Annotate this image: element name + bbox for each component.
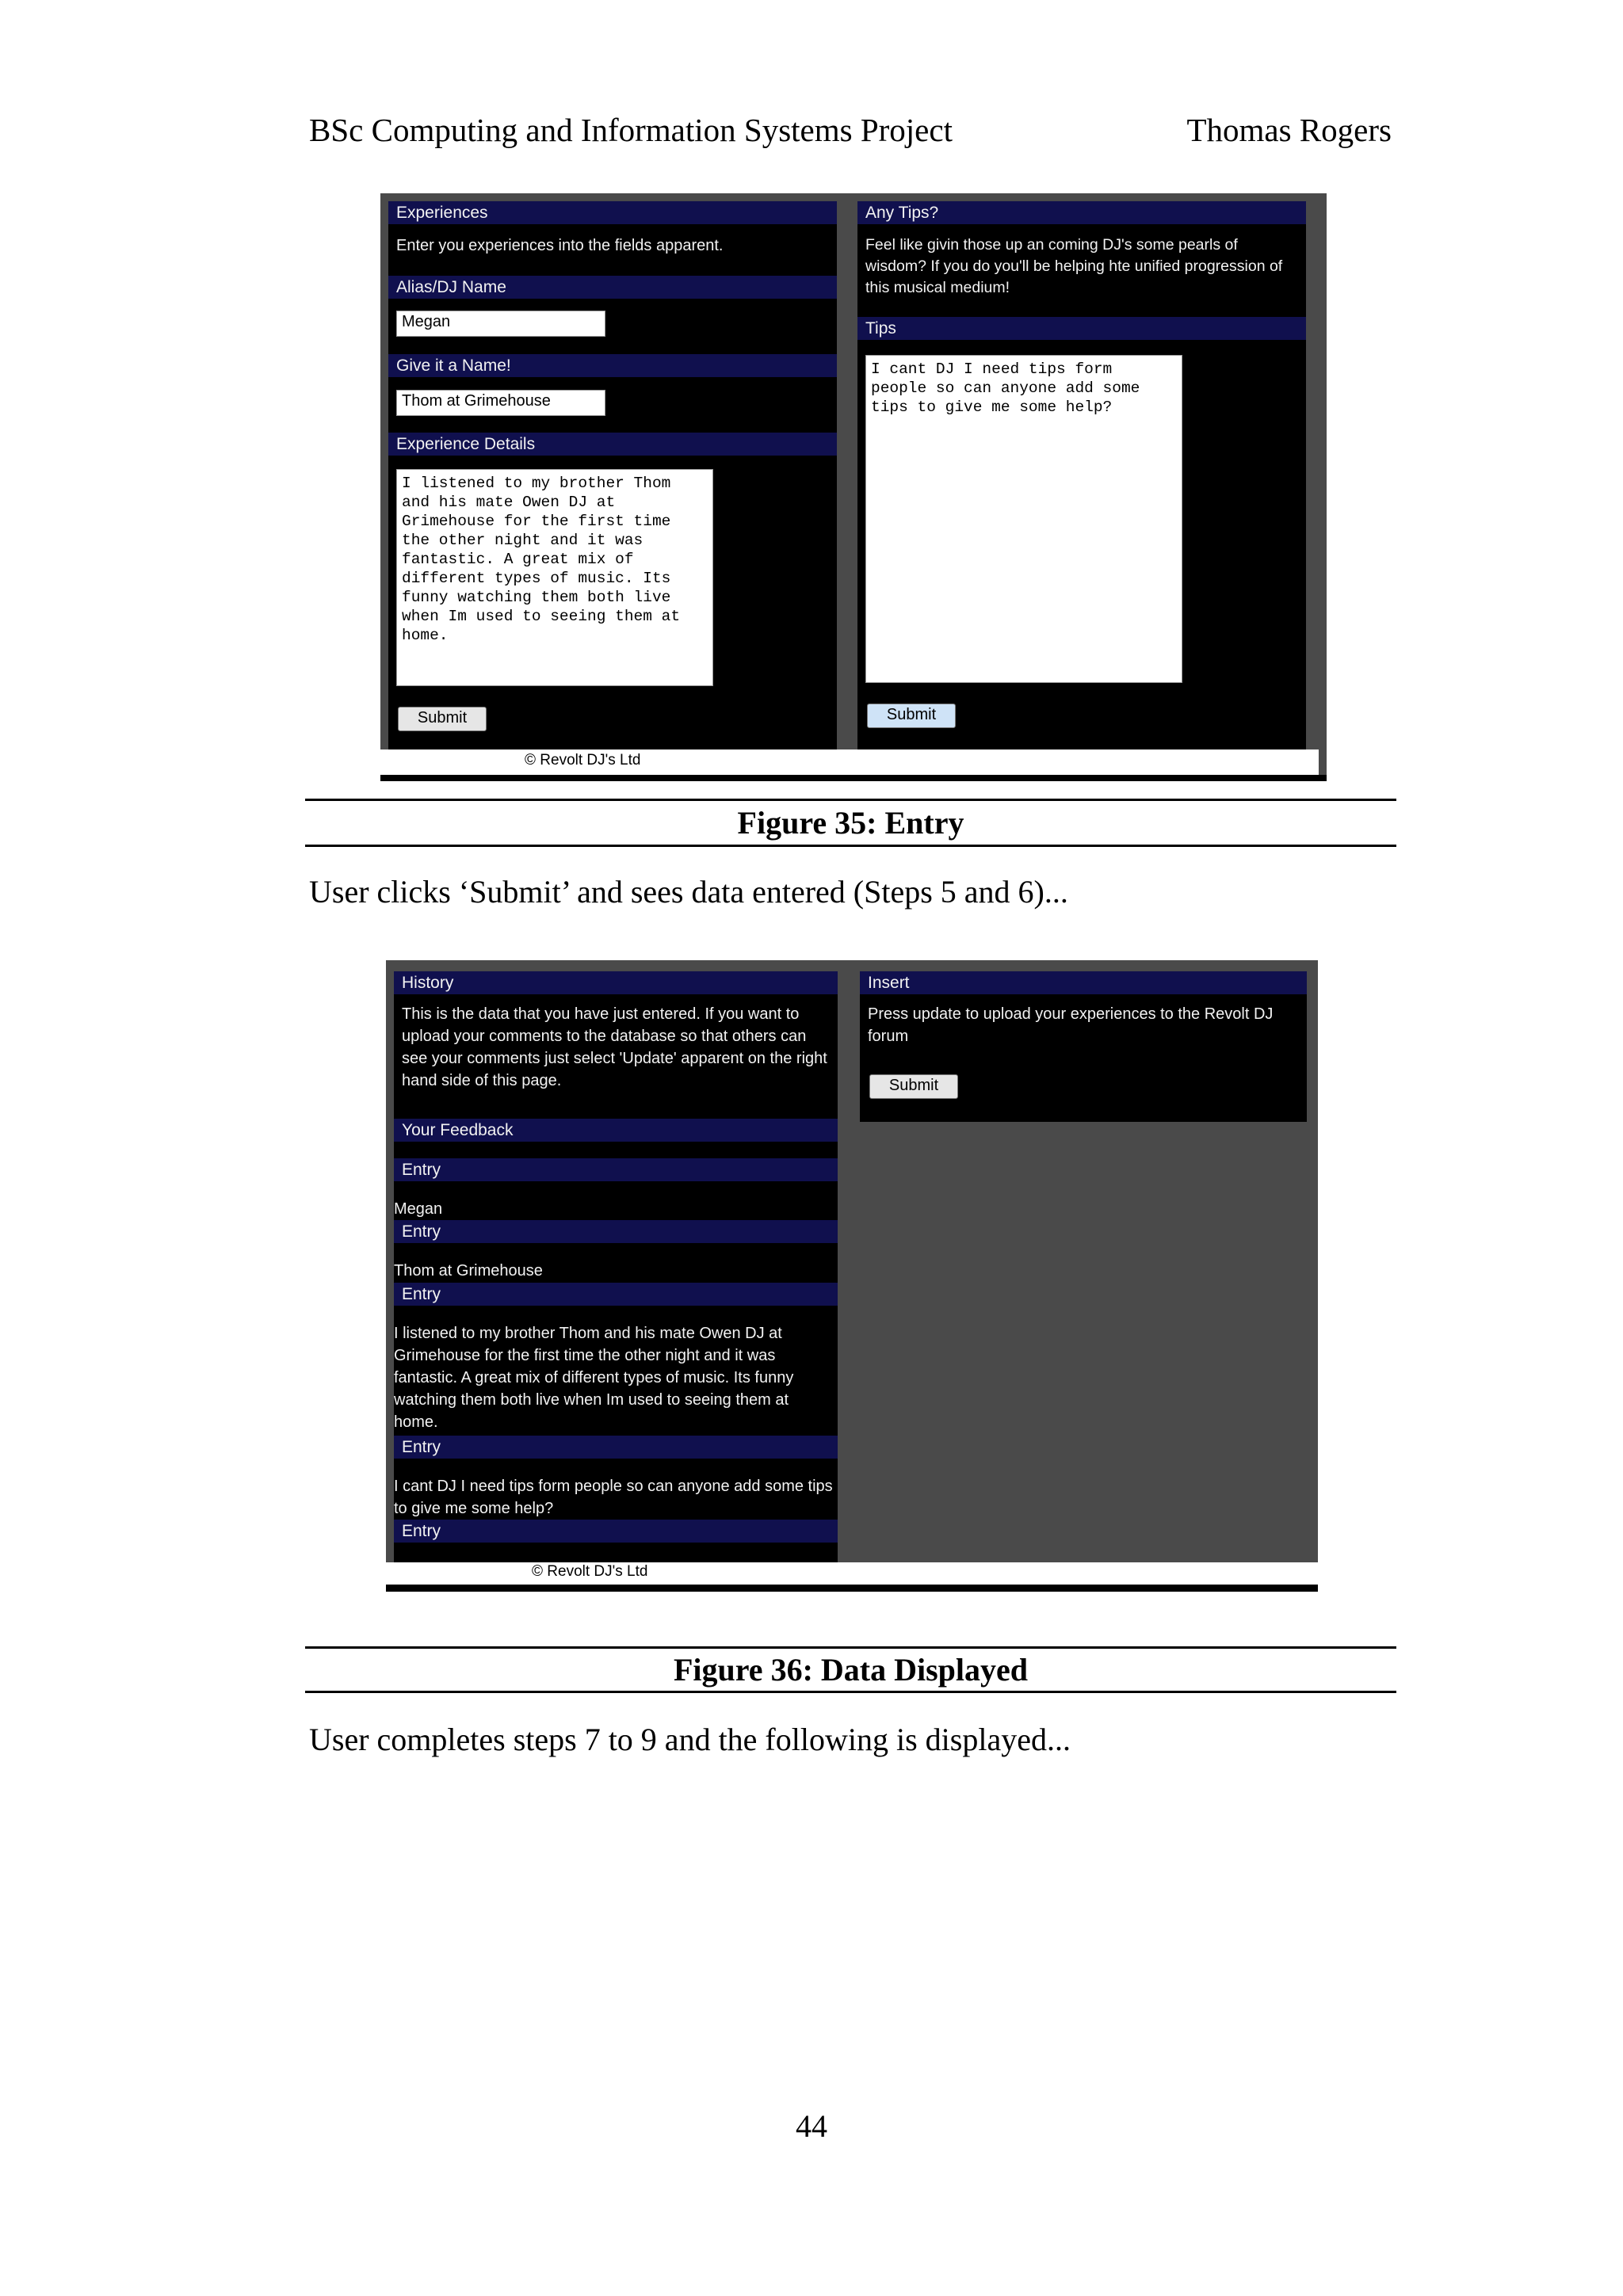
experiences-intro: Enter you experiences into the fields apparent.: [396, 237, 724, 254]
history-title: History: [394, 971, 838, 994]
details-label: Experience Details: [388, 433, 837, 456]
alias-input[interactable]: Megan: [396, 311, 605, 337]
entry-value: Megan: [394, 1200, 443, 1218]
page-header-right: Thomas Rogers: [1186, 112, 1392, 148]
entry-header: Entry: [394, 1520, 838, 1543]
figure-36-rule-bottom: [305, 1691, 1396, 1693]
details-textarea[interactable]: I listened to my brother Thom and his mate Owen DJ at Grimehouse for the first time the other night and it was fantastic. A great mix of different types of music. Its funny watching them both live when Im used to seeing them at home.: [396, 469, 713, 686]
entry-value: Thom at Grimehouse: [394, 1262, 543, 1280]
insert-title: Insert: [860, 971, 1307, 994]
figure-35-rule-top: [305, 799, 1396, 801]
figure-35-screenshot: [380, 193, 1327, 781]
insert-panel: [860, 971, 1307, 1122]
figure-35-bottom-border: [380, 775, 1327, 781]
tips-label: Tips: [857, 317, 1306, 340]
figure-36-caption: Figure 36: Data Displayed: [673, 1652, 1029, 1688]
history-panel: [394, 971, 838, 1562]
experiences-title: Experiences: [388, 201, 837, 224]
history-intro: This is the data that you have just entered. If you want to upload your comments to the database so that others can see your comments just select 'Update' apparent on the right hand side of this page.: [402, 1005, 827, 1089]
entry-header: Entry: [394, 1220, 838, 1243]
figure-36-copyright: © Revolt DJ's Ltd: [532, 1563, 648, 1580]
insert-submit-button[interactable]: Submit: [869, 1074, 958, 1099]
entry-header: Entry: [394, 1158, 838, 1181]
figure-35-copyright: © Revolt DJ's Ltd: [525, 752, 641, 769]
tips-panel: [857, 201, 1306, 749]
figure-35-rule-bottom: [305, 845, 1396, 847]
entry-value: I listened to my brother Thom and his mate Owen DJ at Grimehouse for the first time the other night and it was fantastic. A great mix of different types of music. Its funny watching them both live when Im used to seeing them at home.: [394, 1325, 794, 1431]
entry-header: Entry: [394, 1283, 838, 1306]
tips-textarea[interactable]: I cant DJ I need tips form people so can anyone add some tips to give me some help?: [865, 355, 1182, 683]
entry-header: Entry: [394, 1436, 838, 1459]
figure-36-screenshot: [386, 960, 1318, 1562]
entry-value: I cant DJ I need tips form people so can anyone add some tips to give me some help?: [394, 1478, 833, 1517]
experiences-submit-button[interactable]: Submit: [398, 707, 487, 731]
insert-text: Press update to upload your experiences to the Revolt DJ forum: [868, 1005, 1274, 1045]
feedback-label: Your Feedback: [394, 1119, 838, 1142]
figure-36-rule-top: [305, 1646, 1396, 1649]
alias-label: Alias/DJ Name: [388, 276, 837, 299]
name-input[interactable]: Thom at Grimehouse: [396, 390, 605, 416]
figure-36-bottom-border: [386, 1585, 1318, 1592]
tips-submit-button[interactable]: Submit: [867, 704, 956, 728]
tips-intro: Feel like givin those up an coming DJ's some pearls of wisdom? If you do you'll be helping hte unified progression of this musical medium!: [865, 236, 1283, 296]
tips-title: Any Tips?: [857, 201, 1306, 224]
after-text: User completes steps 7 to 9 and the following is displayed...: [309, 1722, 1071, 1757]
page-number: 44: [796, 2108, 827, 2144]
figure-35-footer: [380, 749, 1319, 775]
page-header-left: BSc Computing and Information Systems Project: [309, 112, 953, 148]
between-text: User clicks ‘Submit’ and sees data entered (Steps 5 and 6)...: [309, 874, 1068, 910]
name-label: Give it a Name!: [388, 354, 837, 377]
figure-35-caption: Figure 35: Entry: [737, 805, 964, 841]
figure-36-footer: [386, 1562, 1318, 1585]
experiences-panel: [388, 201, 837, 749]
